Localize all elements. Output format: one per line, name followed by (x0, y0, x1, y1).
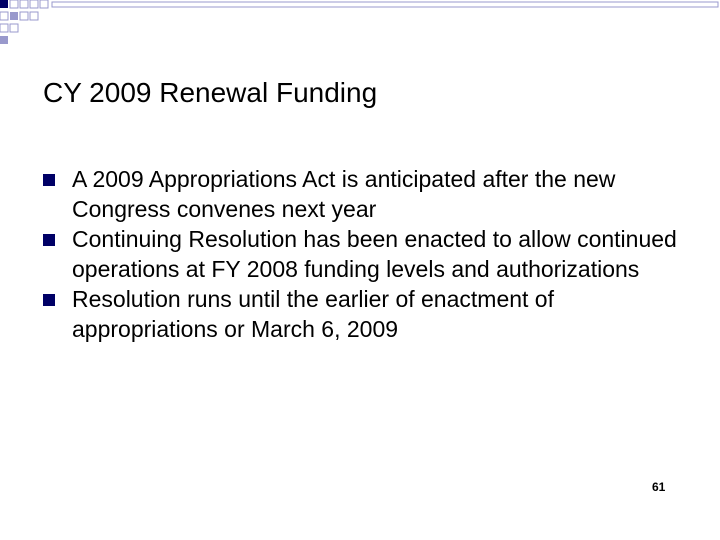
bullet-text: Continuing Resolution has been enacted to allow continued operations at FY 2008 funding levels and authorizations (72, 226, 677, 282)
square-bullet-icon (43, 174, 55, 186)
bullet-item (43, 284, 683, 344)
checker-squares-decoration (0, 0, 720, 44)
square-bullet-icon (43, 234, 55, 246)
page-number: 61 (652, 480, 666, 494)
bullet-text: Resolution runs until the earlier of enactment of appropriations or March 6, 2009 (72, 286, 554, 342)
slide-title: CY 2009 Renewal Funding (43, 77, 378, 108)
bullet-item (43, 224, 683, 284)
bullet-list (43, 164, 683, 344)
bullet-text: A 2009 Appropriations Act is anticipated after the new Congress convenes next year (72, 166, 616, 222)
bullet-item (43, 164, 683, 224)
square-bullet-icon (43, 294, 55, 306)
